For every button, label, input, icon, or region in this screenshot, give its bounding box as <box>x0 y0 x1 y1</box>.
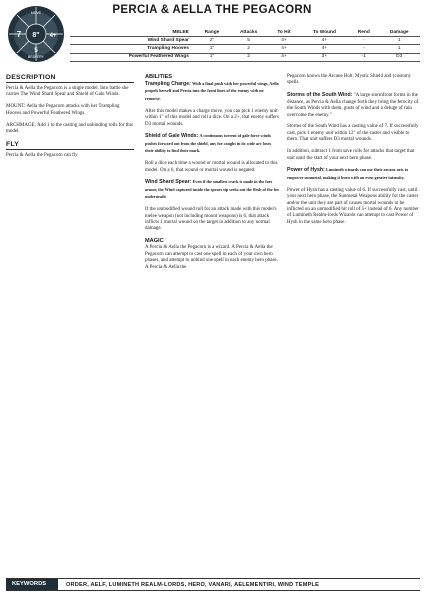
spell-name: Storms of the South Wind: <box>287 92 353 99</box>
weapon-attacks: 5 <box>247 37 250 43</box>
header-damage: Damage <box>389 29 409 35</box>
ability-text: After this model makes a charge move, you can pick 1 enemy unit within 1" of this model and roll a dice. On a 2+, that enemy suffers D3 mortal wounds. <box>145 108 279 127</box>
table-row <box>70 53 420 61</box>
keywords-label: KEYWORDS <box>6 579 58 590</box>
weapon-to-hit: 4+ <box>281 37 287 43</box>
fly-text: Percia & Aella the Pegacorn can fly. <box>6 152 79 158</box>
weapon-name: Trampling Hooves <box>147 45 189 51</box>
ability-flavor: Even if the smallest crack is made in the foes armor, the Wind captured inside the spears tip seeks out the flesh of the foe underneath <box>145 179 279 200</box>
weapon-damage: 1 <box>397 45 401 51</box>
fly-heading: FLY <box>6 140 20 148</box>
spell-power-of-hysh <box>287 167 419 182</box>
weapon-range: 2" <box>209 37 215 43</box>
ability-text: Roll a dice each time a wound or mortal wound is allocated to this model. On a 6, that wound or mortal wound is negated. <box>145 161 278 173</box>
weapon-to-wound: 4+ <box>321 37 328 43</box>
header-rend: Rend <box>357 29 370 35</box>
weapon-to-wound: 3+ <box>321 54 328 60</box>
weapons-header-row <box>70 29 420 37</box>
weapon-range: 1" <box>209 54 215 60</box>
badge-move-label: MOVE <box>30 11 42 15</box>
abilities-heading: ABILITIES <box>145 74 173 80</box>
mount-text: MOUNT: Aella the Pegacorn attacks with her Trampling Hooves and Powerful Feathered Wings. <box>6 104 120 116</box>
weapon-damage: D3 <box>396 54 403 60</box>
table-row <box>70 37 420 45</box>
table-row <box>70 45 420 53</box>
weapon-range: 1" <box>209 45 215 51</box>
description-heading: DESCRIPTION <box>6 74 56 81</box>
header-melee: MELEE <box>172 29 189 35</box>
magic-text-continued: Pegacorn knows the Arcane Bolt, Mystic Shield and (custom) spells. <box>287 74 411 86</box>
divider <box>6 82 134 83</box>
weapon-rend: - <box>362 37 365 43</box>
header-to-wound: To Wound <box>312 29 336 35</box>
ability-name: Shield of Gale Winds: <box>145 133 199 140</box>
ability-shield-of-gale-winds <box>145 133 280 155</box>
header-to-hit: To Hit <box>277 29 291 35</box>
spell-name: Power of Hysh: <box>287 167 325 174</box>
magic-heading: MAGIC <box>145 238 164 245</box>
weapon-rend: - <box>362 45 365 51</box>
badge-move-value: 8" <box>32 32 40 39</box>
divider <box>6 149 134 150</box>
weapon-name: Wind Shard Spear <box>147 37 189 43</box>
column-spells <box>287 74 419 232</box>
keywords-bar <box>6 578 420 591</box>
magic-text: A Percia & Aella the Pegacorn is a wizard. A Percia & Aella the Pegacorn can attempt to cast one spell in each of your own hero phases, and attempt to unbind one spell in each enemy hero phase. A Percia & Aella the <box>145 245 278 270</box>
page-title: PERCIA & AELLA THE PEGACORN <box>112 4 312 16</box>
spell-text: Storms of the South Wind has a casting value of 7. If successfully cast, pick 1 enemy unit within 12" of the caster and visible to them. That unit suffers D3 mortal wounds. <box>287 124 419 143</box>
weapon-to-wound: 4+ <box>321 45 328 51</box>
spell-text: In addition, subtract 1 from save rolls for attacks that target that unit until the start of your next hero phase. <box>287 149 415 161</box>
weapon-rend: -1 <box>361 54 366 60</box>
ability-text: If the unmodified wound roll for an attack made with this model's melee weapon (not including mount weapons) is 6, that attack inflicts 1 mortal wound on the target in addition to any normal damage. <box>145 207 277 232</box>
column-description <box>6 74 134 165</box>
badge-wounds-value: 7 <box>16 30 22 39</box>
description-text: Percia & Aella the Pegacorn is a single model. Into battle she carries The Wind Shard Spear and Shield of Gale Winds. <box>6 86 129 98</box>
badge-bravery-value: 5 <box>34 48 38 54</box>
ability-flavor: With a final push with her powerful wings, Aella propels herself and Percia into the front lines of the enemy with no remorse. <box>145 81 279 101</box>
weapon-damage: 1 <box>397 37 401 43</box>
header-range: Range <box>204 29 220 35</box>
ability-flavor: A continuous torrent of gale force winds pushes forward out from the shield, any foe caught in its wide arc loses their ability to find their mark. <box>145 133 272 154</box>
badge-bravery-label: BRAVERY <box>28 55 44 59</box>
weapon-attacks: 2 <box>247 54 250 60</box>
ability-name: Trampling Charge: <box>145 81 191 87</box>
spell-flavor: "A large stormfront forms in the distance, as Percia & Aella change forth they bring the ferocity of the South Winds with them, gusts of wind and a deluge of rain overcome the enemy." <box>287 93 419 118</box>
badge-save-value: 4+ <box>49 33 57 39</box>
spell-text: Power of Hysh has a casting value of 6. If successfully cast, until your next hero phase, the Sunmetal Weapons ability for the caster and/or the unit they are part of causes mortal wounds to be inflicted on an unmodified hit roll of 5+ instead of 6. Any number of Lumineth Realm-lords Wizards can attempt to cast Power of Hysh in the same hero phase. <box>287 187 419 225</box>
header-attacks: Attacks <box>239 29 258 35</box>
spell-storms-of-the-south-wind <box>287 92 419 119</box>
weapon-name: Powerful Feathered Wings <box>128 54 189 60</box>
keywords-list: ORDER, AELF, LUMINETH REALM-LORDS, HERO, VANARI, AELEMENTIRI, WIND TEMPLE <box>66 581 320 588</box>
column-abilities <box>145 74 280 276</box>
ability-trampling-charge <box>145 81 280 103</box>
ability-name: Wind Shard Spear: <box>145 179 192 186</box>
weapon-to-hit: 4+ <box>281 45 287 51</box>
weapons-table <box>70 29 420 62</box>
archmage-text: ARCHMAGE: Add 1 to the casting and unbinding rolls for this model. <box>6 122 133 135</box>
ability-wind-shard-spear <box>145 179 280 201</box>
stats-badge <box>6 4 66 64</box>
weapon-attacks: 2 <box>247 45 250 51</box>
weapon-to-hit: 4+ <box>281 54 287 60</box>
spell-flavor: Lumineth wizards can use their arcane arts to empower sunmetal, making it burn with an even greater intensity. <box>287 167 409 180</box>
